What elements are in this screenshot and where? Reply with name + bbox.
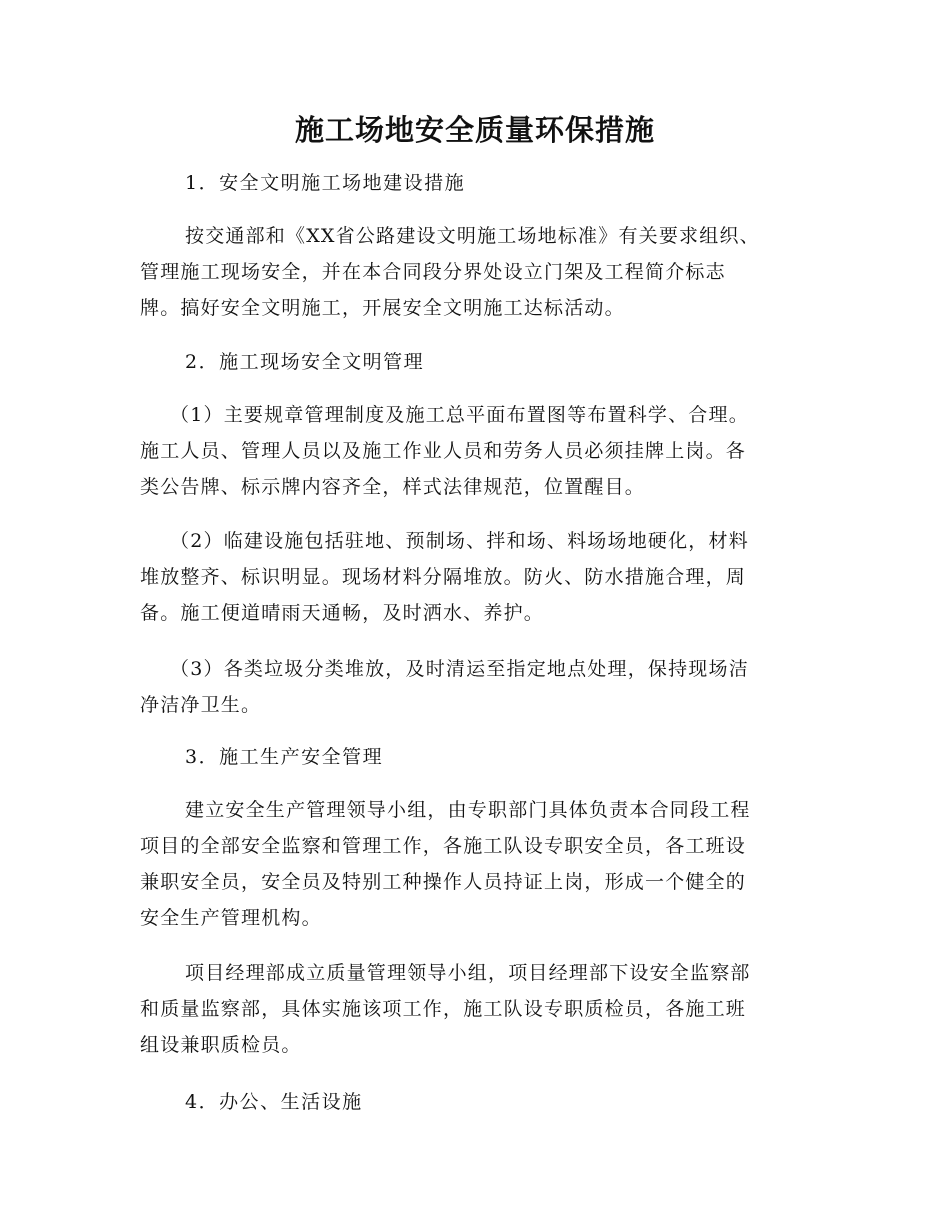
paragraph-line: 净洁净卫生。 — [140, 694, 262, 716]
paragraph-line: 和质量监察部，具体实施该项工作，施工队设专职质检员，各施工班 — [140, 998, 747, 1020]
section-heading-2: 2．施工现场安全文明管理 — [185, 351, 425, 373]
paragraph-line: 备。施工便道晴雨天通畅，及时洒水、养护。 — [140, 602, 545, 624]
paragraph-line: 组设兼职质检员。 — [140, 1034, 302, 1056]
paragraph-line: （3）各类垃圾分类堆放，及时清运至指定地点处理，保持现场洁 — [170, 658, 749, 680]
section-heading-4: 4．办公、生活设施 — [185, 1091, 363, 1113]
paragraph-line: 兼职安全员，安全员及特别工种操作人员持证上岗，形成一个健全的 — [140, 871, 747, 893]
paragraph-line: 建立安全生产管理领导小组，由专职部门具体负责本合同段工程 — [185, 799, 751, 821]
paragraph-2-1 — [140, 400, 820, 508]
paragraph-3-1 — [140, 795, 820, 939]
paragraph-2-2 — [140, 526, 820, 634]
paragraph-line: 牌。搞好安全文明施工，开展安全文明施工达标活动。 — [140, 297, 625, 319]
paragraph-line: 项目经理部成立质量管理领导小组，项目经理部下设安全监察部 — [185, 962, 751, 984]
paragraph-line: （1）主要规章管理制度及施工总平面布置图等布置科学、合理。 — [170, 404, 749, 426]
paragraph-line: 堆放整齐、标识明显。现场材料分隔堆放。防火、防水措施合理，周 — [140, 566, 747, 588]
paragraph-1-1 — [140, 221, 820, 329]
paragraph-line: 施工人员、管理人员以及施工作业人员和劳务人员必须挂牌上岗。各 — [140, 440, 747, 462]
paragraph-line: （2）临建设施包括驻地、预制场、拌和场、料场场地硬化，材料 — [170, 530, 749, 552]
paragraph-line: 类公告牌、标示牌内容齐全，样式法律规范，位置醒目。 — [140, 476, 646, 498]
paragraph-2-3 — [140, 654, 820, 726]
paragraph-3-2 — [140, 958, 820, 1066]
paragraph-line: 按交通部和《XX省公路建设文明施工场地标准》有关要求组织、 — [185, 225, 760, 247]
section-heading-1: 1．安全文明施工场地建设措施 — [185, 172, 466, 194]
document-title: 施工场地安全质量环保措施 — [294, 113, 655, 147]
paragraph-line: 安全生产管理机构。 — [140, 907, 322, 929]
paragraph-line: 项目的全部安全监察和管理工作，各施工队设专职安全员，各工班设 — [140, 835, 747, 857]
paragraph-line: 管理施工现场安全，并在本合同段分界处设立门架及工程简介标志 — [140, 261, 726, 283]
section-heading-3: 3．施工生产安全管理 — [185, 746, 384, 768]
